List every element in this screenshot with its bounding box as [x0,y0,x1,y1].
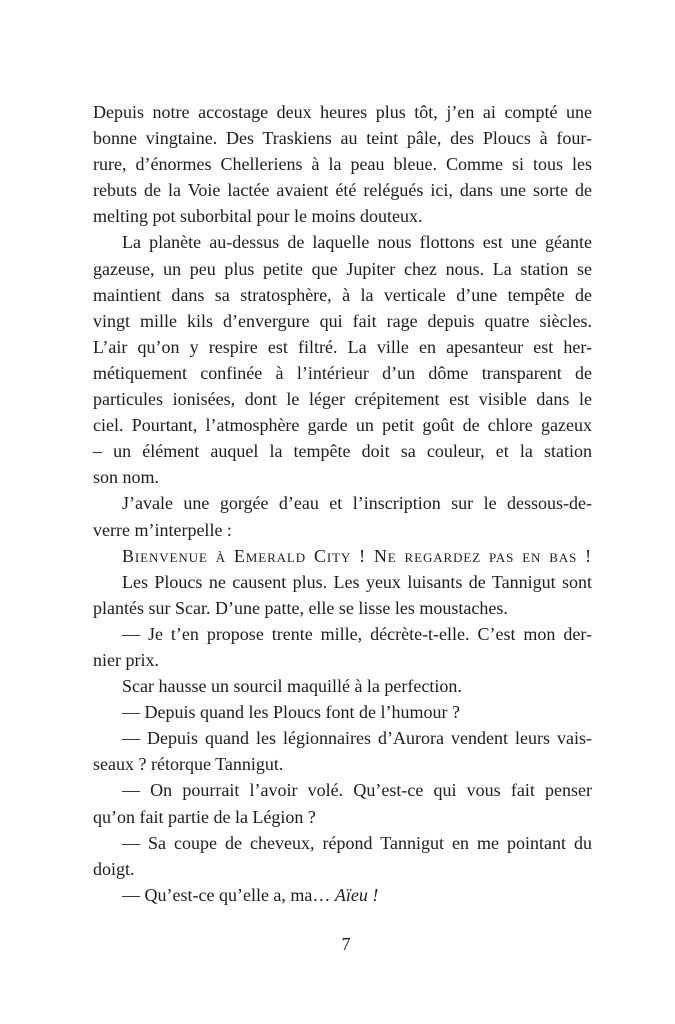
text-line: ciel. Pourtant, l’atmosphère garde un petit goût de chlore gazeux [93,415,592,436]
text-line: son nom. [93,467,160,488]
page-number: 7 [341,934,351,954]
text-line: Depuis notre accostage deux heures plus tôt, j’en ai compté une [93,102,592,122]
text-line: maintient dans sa stratosphère, à la verticale d’une tempête de [93,284,592,305]
dialogue-line: — Je t’en propose trente mille, décrète-t-elle. C’est mon der- [122,623,592,644]
text-line: particules ionisées, dont le léger crépitement est visible dans le [93,389,592,410]
dialogue-line: doigt. [93,858,135,879]
dialogue-line: — Sa coupe de cheveux, répond Tannigut en me pointant du [122,832,592,853]
text-line: L’air qu’on y respire est filtré. La ville en apesanteur est her- [93,336,592,357]
dialogue-line: — On pourrait l’avoir volé. Qu’est-ce qui vous fait penser [122,780,592,801]
text-line: – un élément auquel la tempête doit sa couleur, et la station [93,441,592,462]
dialogue-line: qu’on fait partie de la Légion ? [93,806,316,827]
text-line: rebuts de la Voie lactée avaient été relégués ici, dans une sorte de [93,180,592,201]
text-line: melting pot suborbital pour le moins douteux. [93,206,423,227]
text-line: La planète au-dessus de laquelle nous flottons est une géante [122,232,592,253]
italic-exclamation: Aïeu ! [334,884,379,905]
text-line: Les Ploucs ne causent plus. Les yeux luisants de Tannigut sont [122,571,592,592]
coaster-inscription: Bienvenue à Emerald City ! Ne regardez pas en bas ! [122,545,592,566]
dialogue-line: nier prix. [93,649,159,670]
text-line: métiquement confinée à l’intérieur d’un dôme transparent de [93,362,592,383]
text-line: J’avale une gorgée d’eau et l’inscription sur le dessous-de- [122,493,592,514]
text-line: plantés sur Scar. D’une patte, elle se lisse les moustaches. [93,597,508,618]
text-line: gazeuse, un peu plus petite que Jupiter chez nous. La station se [93,258,592,279]
text-line: vingt mille kils d’envergure qui fait rage depuis quatre siècles. [93,310,592,331]
dialogue-line [93,882,592,908]
text-line: bonne vingtaine. Des Traskiens au teint pâle, des Ploucs à four- [93,128,592,149]
dialogue-line: — Depuis quand les légionnaires d’Aurora vendent leurs vais- [122,728,592,749]
dialogue-line: — Depuis quand les Ploucs font de l’humour ? [122,702,460,723]
text-line: Scar hausse un sourcil maquillé à la perfection. [122,676,462,697]
dialogue-line: seaux ? rétorque Tannigut. [93,754,284,775]
text-line: verre m’interpelle : [93,519,232,540]
body-text [93,99,592,908]
dialogue-text: — Qu’est-ce qu’elle a, ma… [122,884,335,905]
text-line: rure, d’énormes Chelleriens à la peau bleue. Comme si tous les [93,154,592,175]
